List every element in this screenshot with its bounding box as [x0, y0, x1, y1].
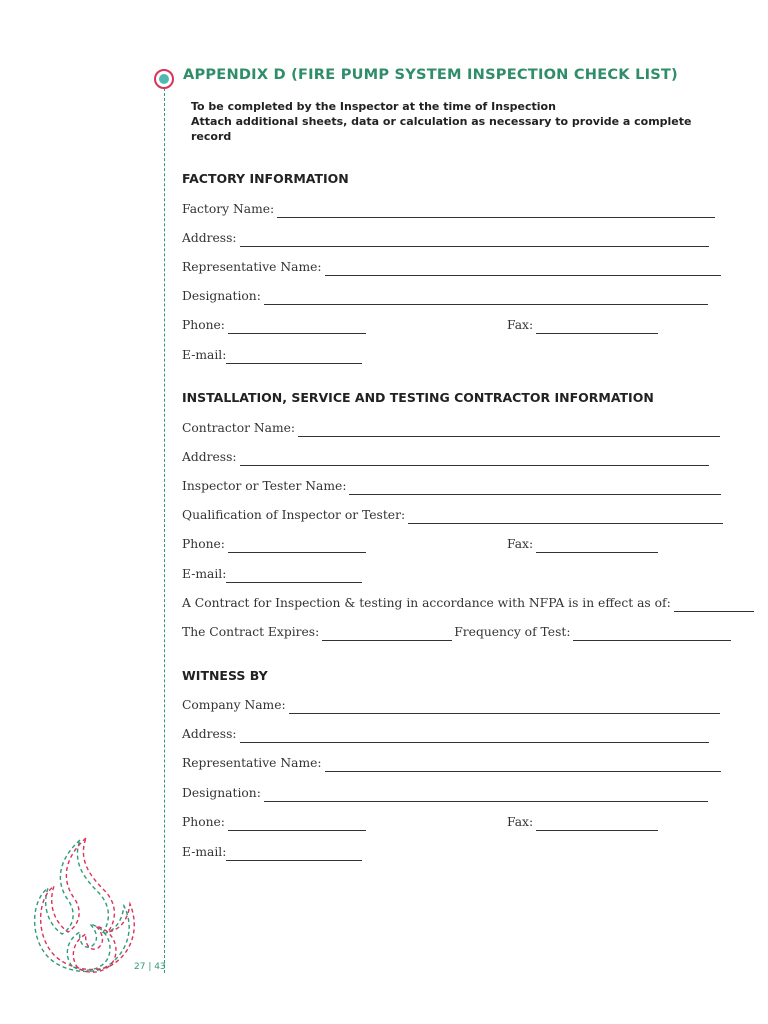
witness-fax-line[interactable] — [536, 817, 658, 831]
witness-representative-field[interactable] — [182, 754, 721, 772]
contractor-name-field[interactable] — [182, 419, 720, 437]
field-label: E-mail: — [182, 348, 227, 362]
field-label: Fax: — [507, 537, 534, 551]
factory-fax-line[interactable] — [536, 320, 658, 334]
factory-representative-field[interactable] — [182, 258, 721, 276]
section-heading-contractor: INSTALLATION, SERVICE AND TESTING CONTRACTOR INFORMATION — [182, 390, 654, 405]
contractor-address-line[interactable] — [240, 452, 709, 466]
inspector-name-line[interactable] — [349, 481, 721, 495]
section-heading-witness: WITNESS BY — [182, 668, 268, 683]
page-number: 27 | 43 — [134, 962, 166, 972]
field-label: Phone: — [182, 318, 225, 332]
factory-name-line[interactable] — [277, 204, 715, 218]
field-label: Fax: — [507, 815, 534, 829]
field-label: Designation: — [182, 786, 261, 800]
contract-expires-field[interactable] — [182, 623, 731, 641]
factory-fax-field[interactable] — [507, 316, 658, 334]
field-label: Address: — [182, 231, 237, 245]
instruction-line-2: Attach additional sheets, data or calculation as necessary to provide a complete — [191, 115, 692, 128]
field-label: Inspector or Tester Name: — [182, 479, 347, 493]
factory-phone-line[interactable] — [228, 320, 366, 334]
contractor-phone-field[interactable] — [182, 535, 366, 553]
witness-company-line[interactable] — [289, 700, 720, 714]
field-label: E-mail: — [182, 567, 227, 581]
witness-address-field[interactable] — [182, 725, 709, 743]
field-label: Qualification of Inspector or Tester: — [182, 508, 406, 522]
field-label: A Contract for Inspection & testing in accordance with NFPA is in effect as of: — [182, 596, 671, 610]
factory-designation-field[interactable] — [182, 287, 708, 305]
witness-designation-line[interactable] — [264, 788, 708, 802]
field-label: Fax: — [507, 318, 534, 332]
test-frequency-line[interactable] — [573, 627, 731, 641]
factory-representative-line[interactable] — [325, 262, 721, 276]
witness-company-field[interactable] — [182, 696, 720, 714]
field-label: Contractor Name: — [182, 421, 296, 435]
witness-designation-field[interactable] — [182, 784, 708, 802]
contractor-address-field[interactable] — [182, 448, 709, 466]
field-label: Company Name: — [182, 698, 286, 712]
contract-expires-line[interactable] — [322, 627, 452, 641]
witness-representative-line[interactable] — [325, 758, 721, 772]
witness-fax-field[interactable] — [507, 813, 658, 831]
field-label: Factory Name: — [182, 202, 275, 216]
contractor-fax-field[interactable] — [507, 535, 658, 553]
field-label: Address: — [182, 450, 237, 464]
factory-address-line[interactable] — [240, 233, 709, 247]
factory-name-field[interactable] — [182, 200, 715, 218]
factory-phone-field[interactable] — [182, 316, 366, 334]
inspector-qualification-field[interactable] — [182, 506, 723, 524]
contractor-email-field[interactable] — [182, 565, 362, 583]
inspector-name-field[interactable] — [182, 477, 721, 495]
field-label: Address: — [182, 727, 237, 741]
instruction-line-1: To be completed by the Inspector at the time of Inspection — [191, 100, 556, 113]
contract-effective-field[interactable] — [182, 594, 754, 612]
factory-email-line[interactable] — [226, 350, 362, 364]
contractor-name-line[interactable] — [298, 423, 720, 437]
page-title: APPENDIX D (FIRE PUMP SYSTEM INSPECTION CHECK LIST) — [183, 66, 678, 83]
field-label: The Contract Expires: — [182, 625, 320, 639]
contractor-phone-line[interactable] — [228, 539, 366, 553]
dashed-margin-line — [164, 88, 165, 973]
inspector-qualification-line[interactable] — [408, 510, 723, 524]
factory-email-field[interactable] — [182, 346, 362, 364]
contract-effective-line[interactable] — [674, 598, 754, 612]
field-label: Frequency of Test: — [454, 625, 571, 639]
witness-address-line[interactable] — [240, 729, 709, 743]
contractor-email-line[interactable] — [226, 569, 362, 583]
witness-phone-field[interactable] — [182, 813, 366, 831]
field-label: Phone: — [182, 815, 225, 829]
circle-bullet-icon — [154, 69, 174, 89]
field-label: Representative Name: — [182, 260, 322, 274]
field-label: Phone: — [182, 537, 225, 551]
flame-logo-icon — [28, 836, 140, 978]
factory-address-field[interactable] — [182, 229, 709, 247]
field-label: Representative Name: — [182, 756, 322, 770]
witness-phone-line[interactable] — [228, 817, 366, 831]
field-label: Designation: — [182, 289, 261, 303]
witness-email-field[interactable] — [182, 843, 362, 861]
contractor-fax-line[interactable] — [536, 539, 658, 553]
instruction-line-3: record — [191, 130, 232, 143]
field-label: E-mail: — [182, 845, 227, 859]
section-heading-factory: FACTORY INFORMATION — [182, 171, 349, 186]
witness-email-line[interactable] — [226, 847, 362, 861]
factory-designation-line[interactable] — [264, 291, 708, 305]
